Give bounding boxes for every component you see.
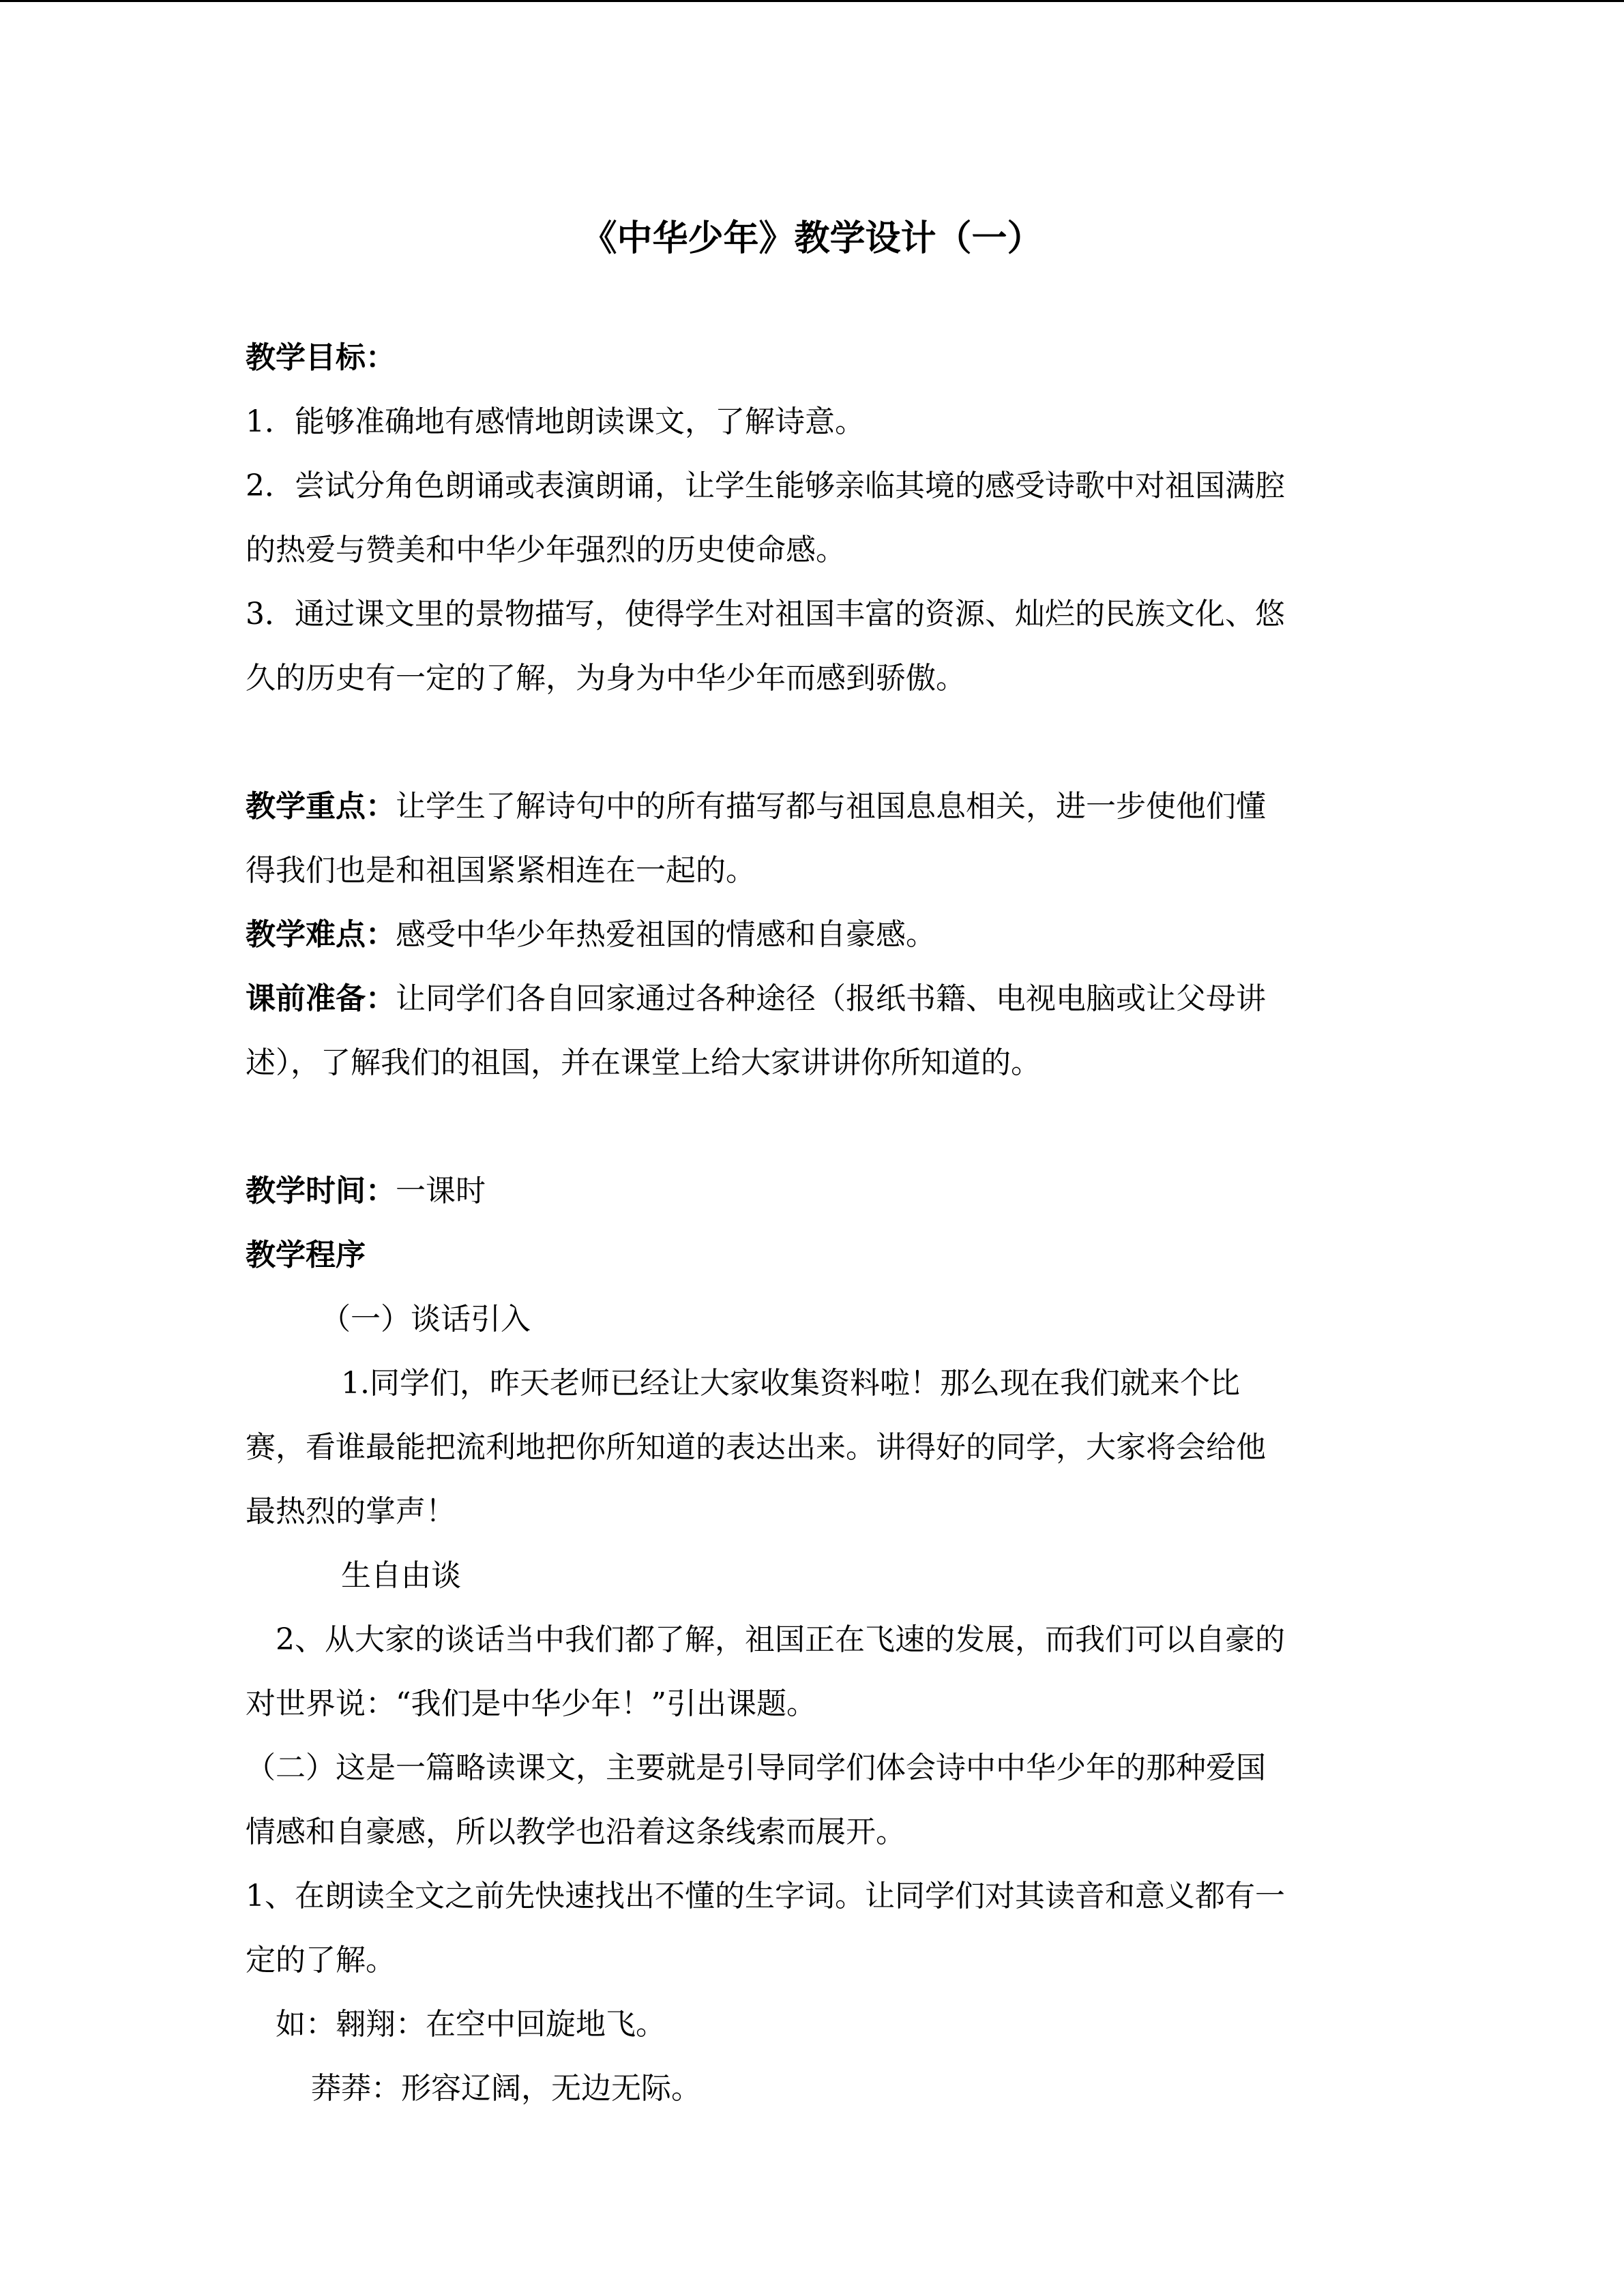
objective-item-2-line-2: 的热爱与赞美和中华少年强烈的历史使命感。 — [246, 533, 846, 567]
objective-item-2-line-1: 2．尝试分角色朗诵或表演朗诵，让学生能够亲临其境的感受诗歌中对祖国满腔 — [246, 468, 1285, 503]
time-line — [246, 1159, 1391, 1223]
procedure-heading: 教学程序 — [246, 1238, 366, 1272]
section-2-line-2: 情感和自豪感，所以教学也沿着这条线索而展开。 — [246, 1815, 906, 1849]
vocab-example-2: 莽莽：形容辽阔，无边无际。 — [311, 2071, 701, 2106]
section-2-item-1-line-1: 1、在朗读全文之前先快速找出不懂的生字词。让同学们对其读音和意义都有一 — [246, 1879, 1285, 1913]
objective-item-3-line-2: 久的历史有一定的了解，为身为中华少年而感到骄傲。 — [246, 661, 966, 696]
key-point-text: 让学生了解诗句中的所有描写都与祖国息息相关，进一步使他们懂 — [396, 789, 1266, 824]
preparation-line-1 — [246, 967, 1391, 1031]
difficulty-text: 感受中华少年热爱祖国的情感和自豪感。 — [396, 917, 936, 952]
vocab-example-1: 如：翱翔：在空中回旋地飞。 — [276, 2007, 666, 2042]
section-2-line-1: （二）这是一篇略读课文，主要就是引导同学们体会诗中中华少年的那种爱国 — [246, 1750, 1266, 1785]
top-border-line — [0, 0, 1624, 2]
section-1-item-2-line-2: 对世界说：“我们是中华少年！”引出课题。 — [246, 1686, 816, 1721]
document-body — [246, 326, 1391, 2121]
difficulty-line — [246, 903, 1391, 967]
objective-item-3-line-1: 3．通过课文里的景物描写，使得学生对祖国丰富的资源、灿烂的民族文化、悠 — [246, 597, 1285, 631]
preparation-label: 课前准备： — [246, 981, 396, 1016]
time-label: 教学时间： — [246, 1174, 396, 1208]
difficulty-label: 教学难点： — [246, 917, 396, 952]
objectives-heading: 教学目标： — [246, 340, 396, 375]
key-point-line-2: 得我们也是和祖国紧紧相连在一起的。 — [246, 853, 756, 888]
student-free-talk: 生自由谈 — [341, 1558, 461, 1593]
spacer — [246, 711, 1391, 775]
time-text: 一课时 — [396, 1174, 486, 1208]
section-2-item-1-line-2: 定的了解。 — [246, 1943, 396, 1978]
objective-item-1: 1．能够准确地有感情地朗读课文，了解诗意。 — [246, 404, 865, 439]
section-1-item-1-line-3: 最热烈的掌声！ — [246, 1494, 456, 1529]
document-title: 《中华少年》教学设计（一） — [581, 218, 1043, 259]
preparation-line-2: 述），了解我们的祖国，并在课堂上给大家讲讲你所知道的。 — [246, 1045, 1041, 1080]
spacer — [246, 1095, 1391, 1159]
key-point-line-1 — [246, 775, 1391, 839]
section-1-item-2-line-1: 2、从大家的谈话当中我们都了解，祖国正在飞速的发展，而我们可以自豪的 — [276, 1622, 1285, 1657]
preparation-text: 让同学们各自回家通过各种途径（报纸书籍、电视电脑或让父母讲 — [396, 981, 1266, 1016]
section-1-item-1-line-2: 赛，看谁最能把流利地把你所知道的表达出来。讲得好的同学，大家将会给他 — [246, 1430, 1266, 1465]
section-1-item-1-line-1: 1.同学们，昨天老师已经让大家收集资料啦！那么现在我们就来个比 — [341, 1366, 1240, 1401]
section-1-title: （一）谈话引入 — [321, 1302, 531, 1337]
key-point-label: 教学重点： — [246, 789, 396, 824]
